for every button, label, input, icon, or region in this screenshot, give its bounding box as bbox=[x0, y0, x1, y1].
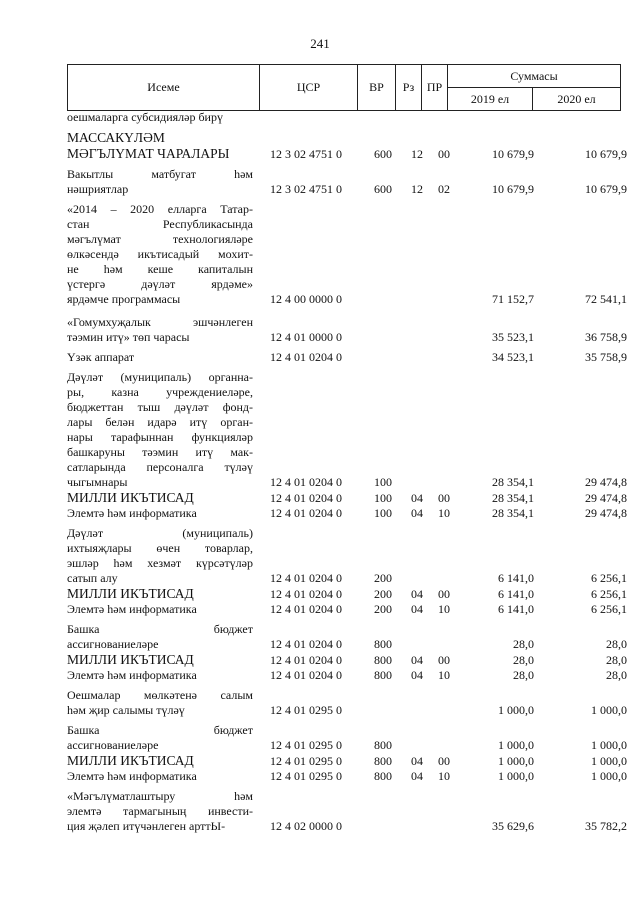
page-number: 241 bbox=[310, 36, 330, 51]
row-name-line: Элемтә һәм информатика bbox=[67, 668, 197, 682]
row-csr: 12 4 01 0295 0 bbox=[270, 754, 342, 768]
row-sum-2019: 6 141,0 bbox=[498, 571, 534, 585]
row-sum-2020: 10 679,9 bbox=[585, 182, 627, 196]
header-vr: ВР bbox=[358, 65, 396, 111]
header-pr: ПР bbox=[422, 65, 448, 111]
row-csr: 12 4 01 0204 0 bbox=[270, 653, 342, 667]
row-name-line: Дәүләт (муниципаль) органна- bbox=[67, 370, 253, 384]
row-vr: 800 bbox=[374, 754, 392, 768]
row-sum-2020: 6 256,1 bbox=[591, 571, 627, 585]
row-name-line: ихтыяҗлары өчен товарлар, bbox=[67, 541, 253, 555]
table-row bbox=[67, 202, 627, 307]
row-name-line: ярдәмче программасы bbox=[67, 292, 181, 306]
table-row bbox=[67, 668, 627, 683]
row-rz: 12 bbox=[411, 147, 423, 161]
row-sum-2019: 28,0 bbox=[513, 637, 534, 651]
row-name-line: нәшриятлар bbox=[67, 182, 129, 196]
row-name-line: «Гомумхуҗалык эшчәнлеген bbox=[67, 315, 253, 329]
row-vr: 800 bbox=[374, 653, 392, 667]
row-pr: 10 bbox=[438, 506, 450, 520]
row-name-line: МАССАКҮЛӘМ bbox=[67, 130, 165, 145]
row-rz: 04 bbox=[411, 491, 423, 505]
row-vr: 200 bbox=[374, 571, 392, 585]
row-csr: 12 3 02 4751 0 bbox=[270, 147, 342, 161]
table-row bbox=[67, 753, 627, 769]
row-name-line: өлкәсендә икътисадый мохит- bbox=[67, 247, 253, 261]
row-name-line: нары тарафыннан функцияләр bbox=[67, 430, 253, 444]
row-sum-2020: 28,0 bbox=[606, 637, 627, 651]
row-sum-2020: 28,0 bbox=[606, 653, 627, 667]
table-row bbox=[67, 723, 627, 753]
row-sum-2020: 35 782,2 bbox=[585, 819, 627, 833]
header-sums: Суммасы bbox=[448, 65, 621, 88]
row-vr: 600 bbox=[374, 182, 392, 196]
header-year-2020: 2020 ел bbox=[533, 88, 621, 111]
table-row bbox=[67, 506, 627, 521]
row-pr: 10 bbox=[438, 769, 450, 783]
table-row bbox=[67, 688, 627, 718]
row-sum-2019: 34 523,1 bbox=[492, 350, 534, 364]
row-name-line: стан Республикасында bbox=[67, 217, 253, 231]
row-rz: 04 bbox=[411, 668, 423, 682]
row-pr: 00 bbox=[438, 491, 450, 505]
row-name-line: Башка бюджет bbox=[67, 723, 253, 737]
row-csr: 12 3 02 4751 0 bbox=[270, 182, 342, 196]
row-rz: 04 bbox=[411, 602, 423, 616]
row-rz: 12 bbox=[411, 182, 423, 196]
row-vr: 800 bbox=[374, 668, 392, 682]
row-sum-2019: 6 141,0 bbox=[498, 602, 534, 616]
table-row bbox=[67, 370, 627, 490]
row-name-line: Башка бюджет bbox=[67, 622, 253, 636]
table-row bbox=[67, 769, 627, 784]
row-vr: 200 bbox=[374, 602, 392, 616]
table-row bbox=[67, 622, 627, 652]
row-csr: 12 4 01 0204 0 bbox=[270, 602, 342, 616]
row-sum-2019: 1 000,0 bbox=[498, 754, 534, 768]
row-name-line: МИЛЛИ ИКЪТИСАД bbox=[67, 586, 194, 601]
row-sum-2019: 28,0 bbox=[513, 653, 534, 667]
table-row bbox=[67, 350, 627, 365]
row-csr: 12 4 01 0204 0 bbox=[270, 668, 342, 682]
row-rz: 04 bbox=[411, 587, 423, 601]
row-sum-2020: 10 679,9 bbox=[585, 147, 627, 161]
table-row bbox=[67, 315, 627, 345]
table-row bbox=[67, 526, 627, 586]
row-sum-2020: 6 256,1 bbox=[591, 602, 627, 616]
row-sum-2020: 29 474,8 bbox=[585, 475, 627, 489]
row-vr: 100 bbox=[374, 491, 392, 505]
row-vr: 100 bbox=[374, 506, 392, 520]
row-name-line: ры, казна учреждениеләре, bbox=[67, 385, 253, 399]
row-name-line: һәм җир салымы түләү bbox=[67, 703, 185, 717]
row-name-line: Дәүләт (муниципаль) bbox=[67, 526, 253, 540]
row-name-line: Оешмалар мөлкәтенә салым bbox=[67, 688, 253, 702]
row-name-line: лары белән идарә итү орган- bbox=[67, 415, 253, 429]
row-name-line: үстергә дәүләт ярдәме» bbox=[67, 277, 253, 291]
row-csr: 12 4 00 0000 0 bbox=[270, 292, 342, 306]
table-row bbox=[67, 652, 627, 668]
row-sum-2019: 71 152,7 bbox=[492, 292, 534, 306]
row-csr: 12 4 01 0204 0 bbox=[270, 350, 342, 364]
row-name-line: «2014 – 2020 елларга Татар- bbox=[67, 202, 253, 216]
row-name-line: ассигнованиеләре bbox=[67, 637, 159, 651]
row-sum-2020: 36 758,9 bbox=[585, 330, 627, 344]
row-sum-2020: 1 000,0 bbox=[591, 738, 627, 752]
table-row bbox=[67, 130, 627, 162]
row-name-line: мәгълүмат технологияләре bbox=[67, 232, 253, 246]
row-rz: 04 bbox=[411, 653, 423, 667]
row-name-line: сатларында персоналга түләү bbox=[67, 460, 253, 474]
row-pr: 10 bbox=[438, 602, 450, 616]
row-name-line: МИЛЛИ ИКЪТИСАД bbox=[67, 490, 194, 505]
row-sum-2019: 1 000,0 bbox=[498, 769, 534, 783]
row-sum-2019: 35 629,6 bbox=[492, 819, 534, 833]
row-name-line: не һәм кеше капиталын bbox=[67, 262, 253, 276]
row-name-line: Элемтә һәм информатика bbox=[67, 769, 197, 783]
table-row bbox=[67, 110, 627, 125]
row-vr: 800 bbox=[374, 738, 392, 752]
row-name-line: МӘГЪЛҮМАТ ЧАРАЛАРЫ bbox=[67, 146, 230, 161]
row-pr: 10 bbox=[438, 668, 450, 682]
row-sum-2020: 1 000,0 bbox=[591, 754, 627, 768]
row-rz: 04 bbox=[411, 754, 423, 768]
row-sum-2020: 29 474,8 bbox=[585, 491, 627, 505]
row-name-line: «Мәгълүматлаштыру һәм bbox=[67, 789, 253, 803]
table-header bbox=[67, 64, 621, 111]
table-body bbox=[67, 110, 627, 834]
row-name-line: чыгымнары bbox=[67, 475, 128, 489]
row-rz: 04 bbox=[411, 769, 423, 783]
table-row bbox=[67, 789, 627, 834]
row-name-line: Элемтә һәм информатика bbox=[67, 506, 197, 520]
table-row bbox=[67, 602, 627, 617]
row-name-line: элемтә тармагының инвести- bbox=[67, 804, 253, 818]
row-sum-2020: 28,0 bbox=[606, 668, 627, 682]
header-year-2019: 2019 ел bbox=[448, 88, 533, 111]
row-sum-2020: 1 000,0 bbox=[591, 703, 627, 717]
header-rz: Рз bbox=[396, 65, 422, 111]
row-name-line: бюджеттан тыш дәүләт фонд- bbox=[67, 400, 253, 414]
row-name-line: тәэмин итү» төп чарасы bbox=[67, 330, 190, 344]
table-row bbox=[67, 167, 627, 197]
row-name-line: Үзәк аппарат bbox=[67, 350, 135, 364]
row-name-line: МИЛЛИ ИКЪТИСАД bbox=[67, 753, 194, 768]
row-sum-2019: 1 000,0 bbox=[498, 703, 534, 717]
row-sum-2019: 28,0 bbox=[513, 668, 534, 682]
row-name bbox=[67, 370, 253, 490]
row-pr: 00 bbox=[438, 147, 450, 161]
row-pr: 00 bbox=[438, 754, 450, 768]
row-sum-2019: 35 523,1 bbox=[492, 330, 534, 344]
row-csr: 12 4 01 0204 0 bbox=[270, 506, 342, 520]
row-csr: 12 4 01 0204 0 bbox=[270, 475, 342, 489]
row-name-line: сатып алу bbox=[67, 571, 118, 585]
row-name-line: ция җәлеп итүчәнлеген арттЫ- bbox=[67, 819, 226, 833]
row-sum-2019: 28 354,1 bbox=[492, 491, 534, 505]
row-name-line: оешмаларга субсидияләр бирү bbox=[67, 110, 223, 124]
row-csr: 12 4 01 0295 0 bbox=[270, 738, 342, 752]
row-name-line: эшләр һәм хезмәт күрсәтүләр bbox=[67, 556, 253, 570]
row-name-line: башкаруны тәэмин итү мак- bbox=[67, 445, 253, 459]
row-name-line: Элемтә һәм информатика bbox=[67, 602, 197, 616]
row-sum-2019: 10 679,9 bbox=[492, 182, 534, 196]
row-rz: 04 bbox=[411, 506, 423, 520]
row-sum-2020: 35 758,9 bbox=[585, 350, 627, 364]
row-sum-2020: 1 000,0 bbox=[591, 769, 627, 783]
row-csr: 12 4 02 0000 0 bbox=[270, 819, 342, 833]
row-name-line: МИЛЛИ ИКЪТИСАД bbox=[67, 652, 194, 667]
row-sum-2019: 10 679,9 bbox=[492, 147, 534, 161]
row-sum-2020: 29 474,8 bbox=[585, 506, 627, 520]
row-sum-2019: 28 354,1 bbox=[492, 475, 534, 489]
table-row bbox=[67, 490, 627, 506]
row-sum-2019: 1 000,0 bbox=[498, 738, 534, 752]
row-sum-2019: 28 354,1 bbox=[492, 506, 534, 520]
table-row bbox=[67, 586, 627, 602]
row-vr: 600 bbox=[374, 147, 392, 161]
row-pr: 00 bbox=[438, 587, 450, 601]
row-name-line: Вакытлы матбугат һәм bbox=[67, 167, 253, 181]
header-csr: ЦСР bbox=[260, 65, 358, 111]
row-csr: 12 4 01 0204 0 bbox=[270, 637, 342, 651]
row-vr: 800 bbox=[374, 769, 392, 783]
row-sum-2020: 6 256,1 bbox=[591, 587, 627, 601]
row-sum-2020: 72 541,1 bbox=[585, 292, 627, 306]
row-vr: 800 bbox=[374, 637, 392, 651]
row-name-line: ассигнованиеләре bbox=[67, 738, 159, 752]
row-csr: 12 4 01 0204 0 bbox=[270, 491, 342, 505]
row-csr: 12 4 01 0204 0 bbox=[270, 587, 342, 601]
row-vr: 100 bbox=[374, 475, 392, 489]
row-sum-2019: 6 141,0 bbox=[498, 587, 534, 601]
row-pr: 00 bbox=[438, 653, 450, 667]
row-csr: 12 4 01 0295 0 bbox=[270, 703, 342, 717]
header-name: Исеме bbox=[68, 65, 260, 111]
row-csr: 12 4 01 0000 0 bbox=[270, 330, 342, 344]
row-vr: 200 bbox=[374, 587, 392, 601]
row-csr: 12 4 01 0204 0 bbox=[270, 571, 342, 585]
row-csr: 12 4 01 0295 0 bbox=[270, 769, 342, 783]
row-pr: 02 bbox=[438, 182, 450, 196]
